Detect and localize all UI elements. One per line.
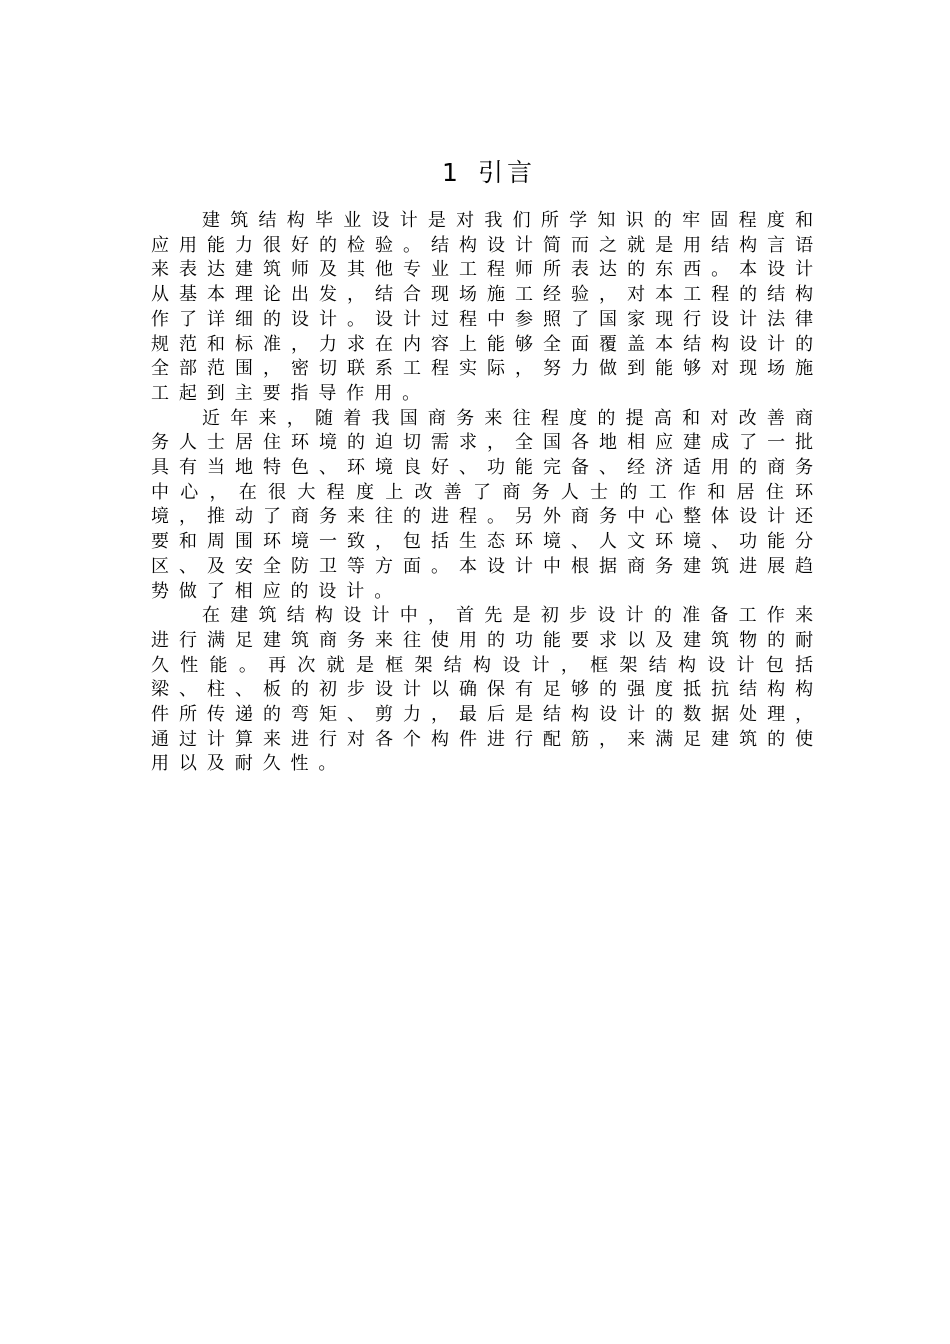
- paragraph-background: 近年来，随着我国商务来往程度的提高和对改善商务人士居住环境的迫切需求，全国各地相应建成了一批具有当地特色、环境良好、功能完备、经济适用的商务中心，在很大程度上改善了商务人士的工作和居住环境，推动了商务来往的进程。另外商务中心整体设计还要和周围环境一致，包括生态环境、人文环境、功能分区、及安全防卫等方面。本设计中根据商务建筑进展趋势做了相应的设计。: [151, 407, 823, 602]
- paragraph-intro: 建筑结构毕业设计是对我们所学知识的牢固程度和应用能力很好的检验。结构设计简而之就是用结构言语来表达建筑师及其他专业工程师所表达的东西。本设计从基本理论出发，结合现场施工经验，对本工程的结构作了详细的设计。设计过程中参照了国家现行设计法律规范和标准，力求在内容上能够全面覆盖本结构设计的全部范围，密切联系工程实际，努力做到能够对现场施工起到主要指导作用。: [151, 210, 823, 404]
- section-number: 1: [442, 158, 462, 187]
- paragraph-design-process: 在建筑结构设计中，首先是初步设计的准备工作来进行满足建筑商务来往使用的功能要求以及建筑物的耐久性能。再次就是框架结构设计，框架结构设计包括梁、柱、板的初步设计以确保有足够的强度抵抗结构构件所传递的弯矩、剪力，最后是结构设计的数据处理，通过计算来进行对各个构件进行配筋，来满足建筑的使用以及耐久性。: [151, 605, 823, 775]
- body-text: [151, 209, 823, 777]
- section-heading: [0, 156, 950, 190]
- section-title: 引言: [477, 158, 536, 187]
